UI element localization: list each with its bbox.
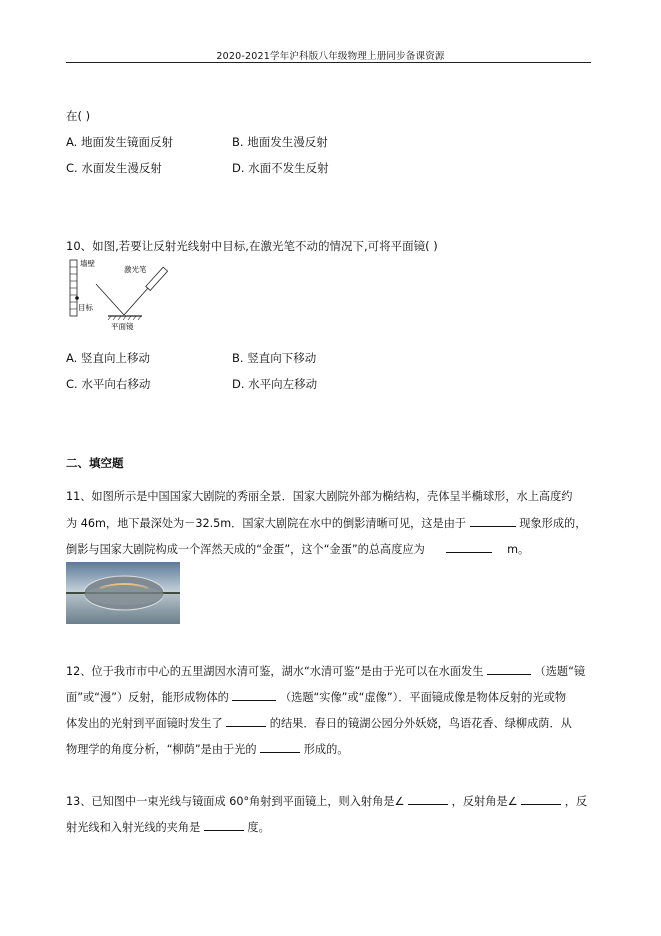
q11-line3b: m。 (507, 543, 530, 556)
q12-blank-3[interactable] (226, 714, 266, 727)
label-wall: 墙壁 (80, 259, 95, 268)
section-title: 二、填空题 (66, 456, 124, 470)
laser-pen-shape (146, 267, 168, 290)
q12-line3a: 体发出的光射到平面镜时发生了 (66, 717, 223, 730)
q11-blank-1[interactable] (470, 514, 516, 527)
q11-blank-2[interactable] (446, 540, 492, 553)
q13-blank-1[interactable] (408, 792, 448, 805)
q13-line2a: 射光线和入射光线的夹角是 (66, 821, 201, 834)
reflected-ray (96, 284, 124, 315)
incident-ray (124, 288, 148, 315)
q11-line2 (66, 514, 586, 531)
q12-line2 (66, 688, 566, 705)
q11-line3 (66, 540, 529, 557)
q12-blank-4[interactable] (260, 740, 300, 753)
q9-option-b: B. 地面发生漫反射 (232, 135, 328, 149)
q12-line4a: 物理学的角度分析，“柳荫”是由于光的 (66, 743, 257, 756)
q9-option-d: D. 水面不发生反射 (232, 161, 329, 175)
q12-line4b: 形成的。 (303, 743, 349, 756)
header-rule (66, 62, 591, 63)
q9-option-a: A. 地面发生镜面反射 (66, 135, 173, 149)
q10-option-a: A. 竖直向上移动 (66, 351, 150, 365)
page-header: 2020-2021学年沪科版八年级物理上册同步备课资源 (216, 51, 445, 62)
q10-stem: 10、如图,若要让反射光线射中目标,在激光笔不动的情况下,可将平面镜( ) (66, 239, 438, 253)
q12-blank-1[interactable] (487, 662, 531, 675)
q11-line1: 11、如图所示是中国国家大剧院的秀丽全景．国家大剧院外部为椭结构，壳体呈半椭球形，水上高度约 (66, 490, 573, 503)
label-mirror: 平面镜 (111, 322, 134, 331)
label-laser: 激光笔 (124, 265, 147, 274)
q12-line1b: （选题“镜 (534, 665, 586, 678)
q12-line1a: 12、位于我市市中心的五里湖因水清可鉴，湖水“水清可鉴”是由于光可以在水面发生 (66, 665, 484, 678)
q10-option-d: D. 水平向左移动 (232, 377, 318, 391)
q12-line1 (66, 662, 585, 679)
q10-option-b: B. 竖直向下移动 (232, 351, 317, 365)
q13-blank-3[interactable] (204, 818, 244, 831)
q13-line1a: 13、已知图中一束光线与镜面成 60°角射到平面镜上，则入射角是∠ (66, 795, 405, 808)
q12-line3 (66, 714, 572, 731)
q10-option-c: C. 水平向右移动 (66, 377, 151, 391)
grand-theater-photo (66, 562, 180, 624)
q11-line3a: 倒影与国家大剧院构成一个浑然天成的“金蛋”，这个“金蛋”的总高度应为 (66, 543, 425, 556)
q12-line2a: 面”或“漫”）反射，能形成物体的 (66, 691, 229, 704)
q13-blank-2[interactable] (521, 792, 561, 805)
q10-mirror-figure (66, 258, 176, 332)
label-target: 目标 (78, 303, 93, 312)
q13-line2 (66, 818, 270, 835)
q9-option-c: C. 水面发生漫反射 (66, 161, 162, 175)
q9-stem-tail: 在( ) (66, 109, 91, 123)
target-dot (75, 296, 79, 300)
q12-line2b: （选题“实像”或“虚像”）．平面镜成像是物体反射的光或物 (279, 691, 567, 704)
q13-line2b: 度。 (247, 821, 270, 834)
q12-line4 (66, 740, 348, 757)
q13-line1 (66, 792, 587, 809)
q11-line2a: 为 46m，地下最深处为－32.5m．国家大剧院在水中的倒影清晰可见，这是由于 (66, 517, 467, 530)
q12-line3b: 的结果．春日的镜湖公园分外妖娆，鸟语花香、绿柳成荫．从 (269, 717, 572, 730)
q11-line2b: 现象形成的， (519, 517, 587, 530)
q13-line1b: ，反射角是∠ (451, 795, 518, 808)
q12-blank-2[interactable] (232, 688, 276, 701)
q13-line1c: ，反 (564, 795, 588, 808)
